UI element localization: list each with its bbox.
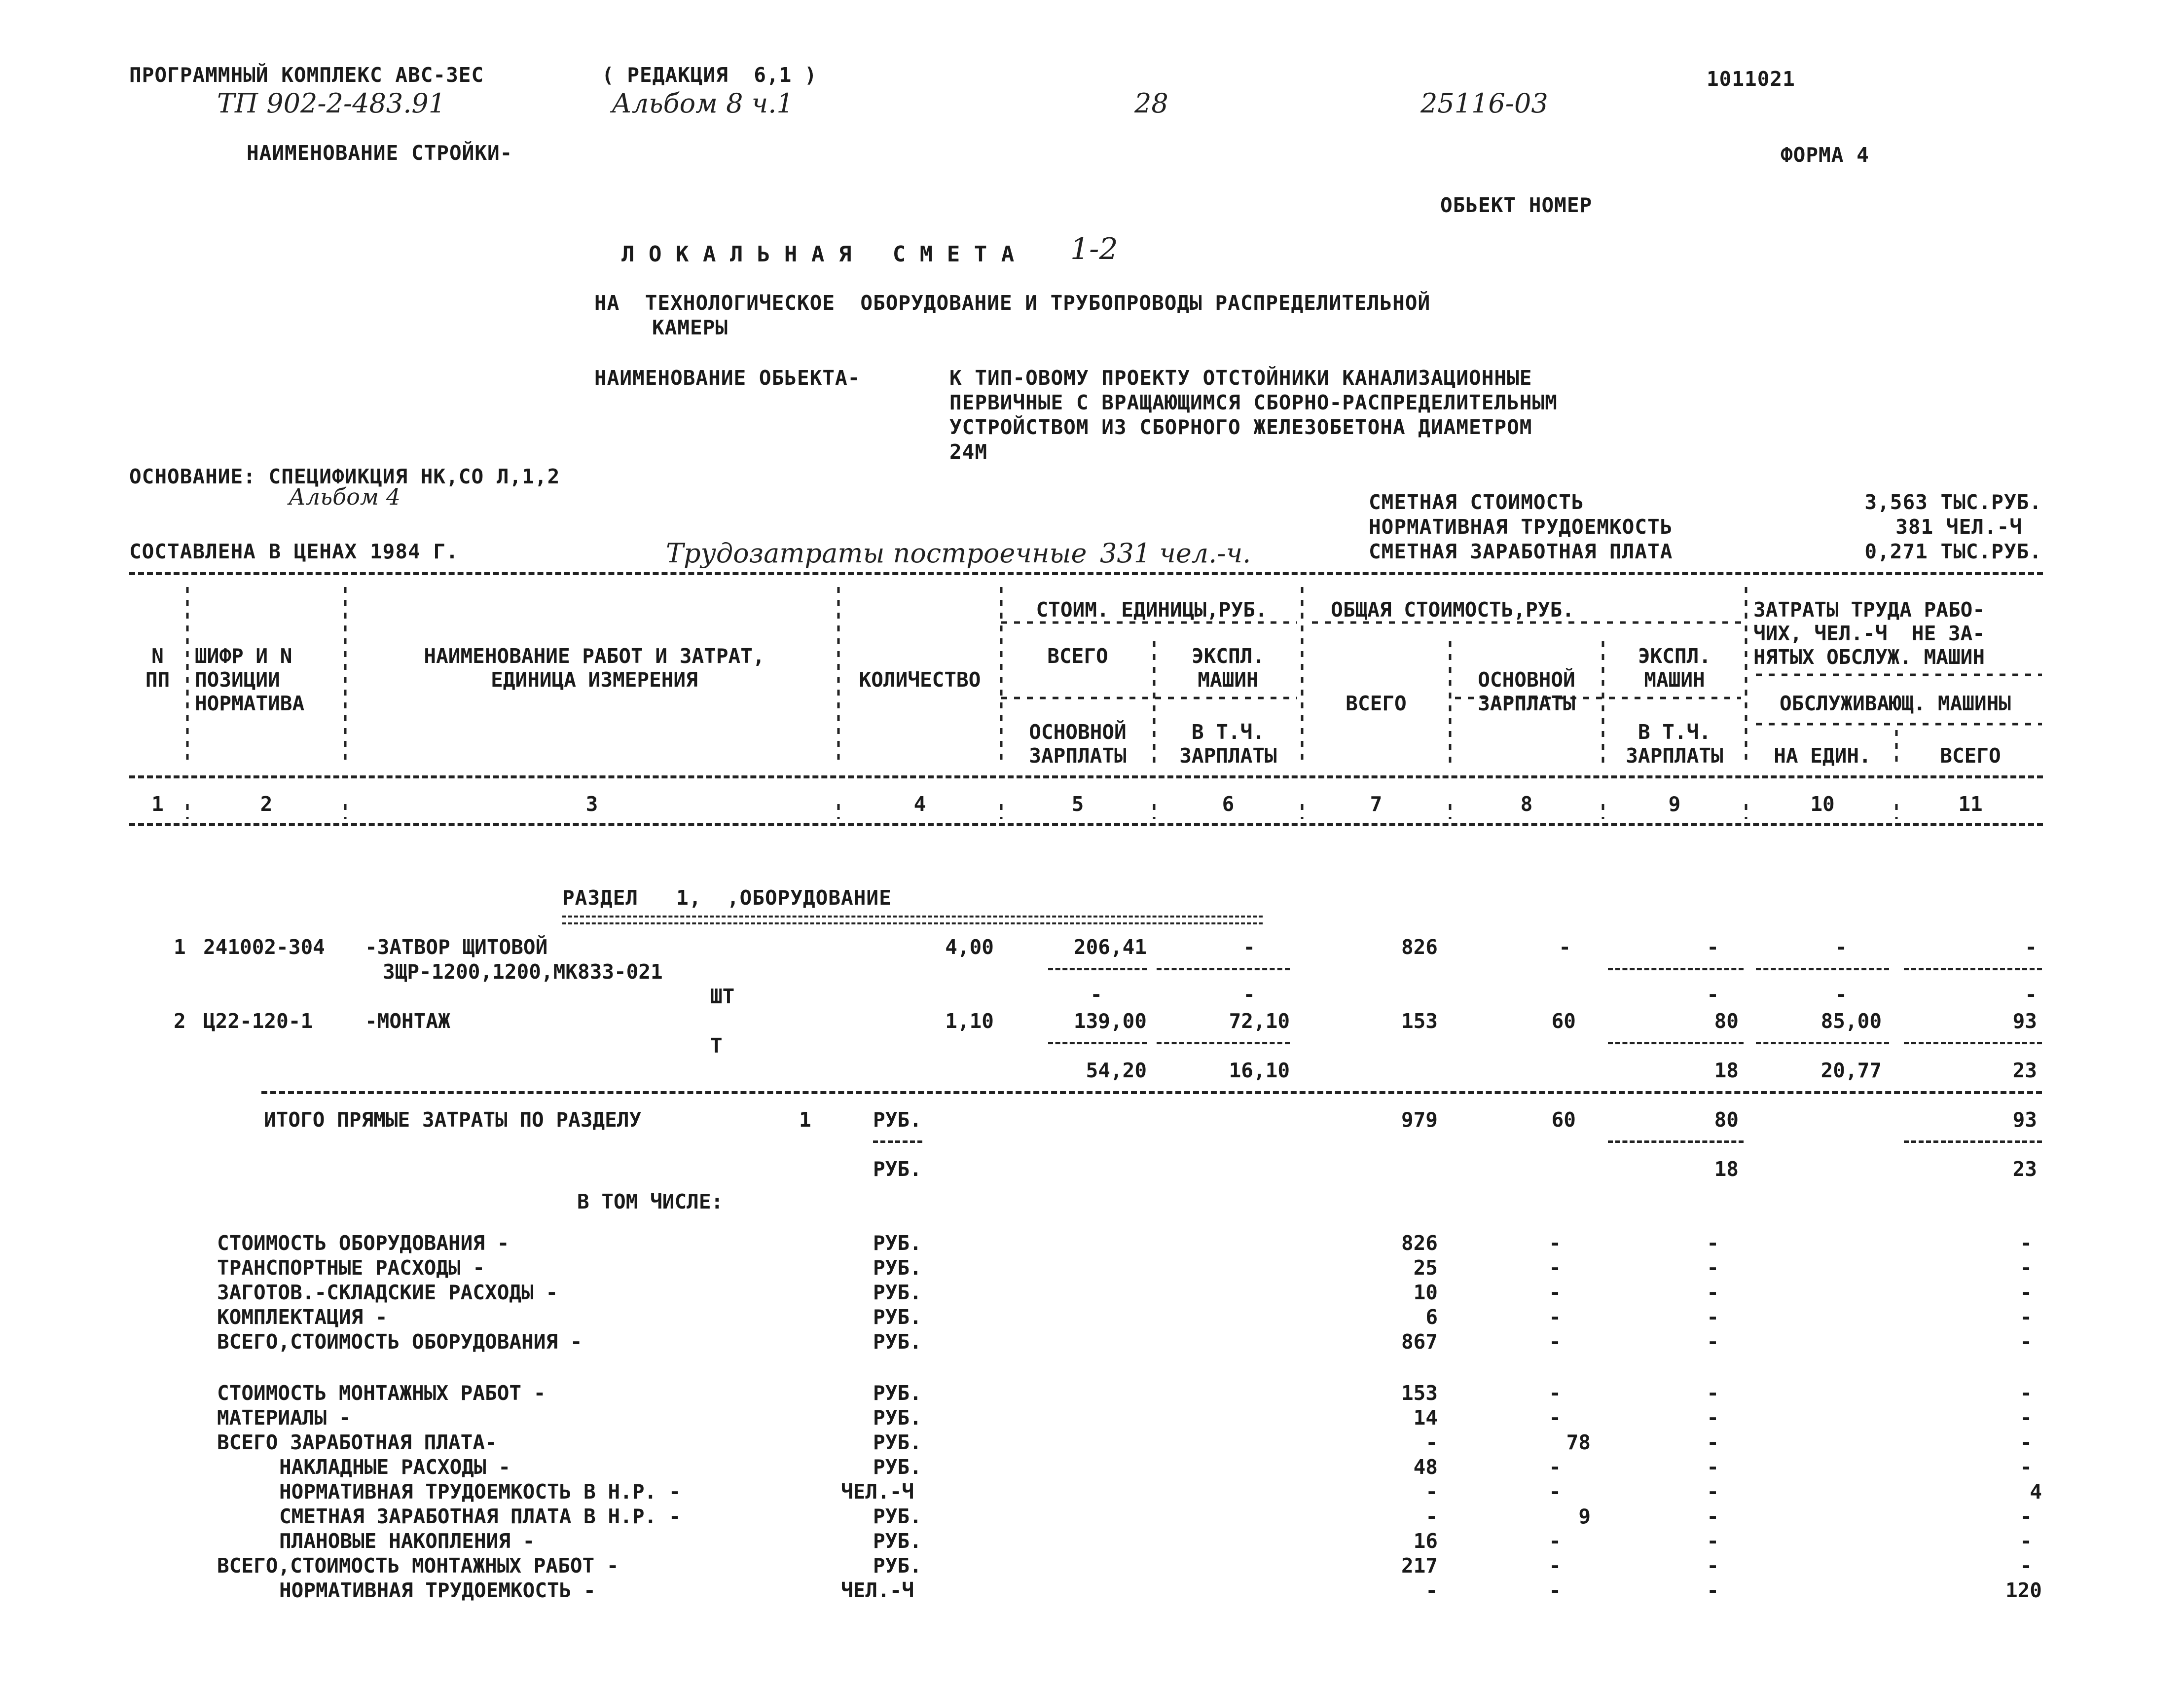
col-header-5a: ВСЕГО [1047, 644, 1108, 668]
breakdown-machines: - [1707, 1480, 1719, 1504]
col-header-9b: В Т.Ч. ЗАРПЛАТЫ [1626, 720, 1723, 768]
breakdown-unit: ЧЕЛ.-Ч [841, 1579, 914, 1602]
basis-label: ОСНОВАНИЕ: СПЕЦИФИКЦИЯ НК,СО Л,1,2 [129, 465, 560, 488]
row2-total: 153 [1401, 1009, 1438, 1033]
breakdown-machines: - [1707, 1529, 1719, 1553]
row2-total-wage: 60 [1551, 1009, 1576, 1033]
including-label: В ТОМ ЧИСЛЕ: [577, 1190, 724, 1213]
handwritten-basis-album: Альбом 4 [289, 483, 400, 510]
col-header-total-cost: ОБЩАЯ СТОИМОСТЬ,РУБ. [1331, 598, 1574, 622]
prices-label: СОСТАВЛЕНА В ЦЕНАХ 1984 Г. [129, 540, 459, 563]
breakdown-total: - [1425, 1431, 1438, 1454]
row2-machine-wage: 18 [1714, 1059, 1739, 1082]
totals-unit-2: РУБ. [873, 1157, 922, 1181]
breakdown-label: СМЕТНАЯ ЗАРАБОТНАЯ ПЛАТА В Н.Р. - [279, 1505, 681, 1528]
breakdown-wage: - [1549, 1455, 1561, 1479]
breakdown-unit: РУБ. [873, 1529, 922, 1553]
breakdown-labor: 120 [2005, 1579, 2042, 1602]
row1-name2: ЗЩР-1200,1200,МК833-021 [383, 960, 663, 984]
col-num-9: 9 [1668, 792, 1681, 816]
program-name: ПРОГРАММНЫЙ КОМПЛЕКС АВС-3ЕС [129, 63, 484, 87]
breakdown-labor: - [2020, 1231, 2032, 1255]
row2-number: 2 [174, 1009, 186, 1033]
object-line2: ПЕРВИЧНЫЕ С ВРАЩАЮЩИМСЯ СБОРНО-РАСПРЕДЕЛИТЕЛЬНЫМ [949, 391, 1558, 414]
row1-machine-wage: - [1707, 983, 1719, 1006]
col-num-6: 6 [1222, 792, 1235, 816]
row2-rule-9 [1608, 1042, 1744, 1044]
col-num-10: 10 [1810, 792, 1835, 816]
col-header-9a: ЭКСПЛ. МАШИН [1638, 644, 1711, 692]
breakdown-total: 48 [1413, 1455, 1438, 1479]
col-num-7: 7 [1370, 792, 1383, 816]
breakdown-labor: - [2020, 1305, 2032, 1329]
breakdown-total: - [1425, 1480, 1438, 1504]
breakdown-wage: - [1549, 1330, 1561, 1354]
row2-name: -МОНТАЖ [365, 1009, 450, 1033]
breakdown-label: СТОИМОСТЬ МОНТАЖНЫХ РАБОТ - [217, 1381, 546, 1405]
col-header-7: ВСЕГО [1346, 692, 1407, 715]
breakdown-total: - [1425, 1579, 1438, 1602]
breakdown-labor: - [2020, 1406, 2032, 1430]
col-header-unit-cost: СТОИМ. ЕДИНИЦЫ,РУБ. [1036, 598, 1268, 622]
breakdown-label: ТРАНСПОРТНЫЕ РАСХОДЫ - [217, 1256, 485, 1280]
breakdown-wage: - [1549, 1305, 1561, 1329]
breakdown-total: 6 [1425, 1305, 1438, 1329]
estimate-title: Л О К А Л Ь Н А Я С М Е Т А [621, 242, 1015, 267]
breakdown-unit: РУБ. [873, 1305, 922, 1329]
row1-rule-10 [1756, 968, 1889, 970]
breakdown-machines: - [1707, 1579, 1719, 1602]
header-rule-bottom [129, 823, 2043, 826]
row2-unit-machines: 72,10 [1229, 1009, 1290, 1033]
row2-quantity: 1,10 [945, 1009, 994, 1033]
breakdown-total: 217 [1401, 1554, 1438, 1578]
breakdown-unit: РУБ. [873, 1256, 922, 1280]
totals-section: 1 [799, 1108, 811, 1132]
breakdown-unit: РУБ. [873, 1231, 922, 1255]
row1-total: 826 [1401, 935, 1438, 959]
handwritten-project: ТП 902-2-483.91 [217, 88, 446, 119]
object-line4: 24М [949, 440, 988, 464]
breakdown-wage: - [1549, 1579, 1561, 1602]
breakdown-unit: РУБ. [873, 1281, 922, 1304]
breakdown-labor: - [2020, 1505, 2032, 1528]
breakdown-label: ЗАГОТОВ.-СКЛАДСКИЕ РАСХОДЫ - [217, 1281, 558, 1304]
breakdown-total: 25 [1413, 1256, 1438, 1280]
wage-label: СМЕТНАЯ ЗАРАБОТНАЯ ПЛАТА [1369, 540, 1673, 563]
breakdown-unit: ЧЕЛ.-Ч [841, 1480, 914, 1504]
breakdown-total: 16 [1413, 1529, 1438, 1553]
breakdown-labor: - [2020, 1455, 2032, 1479]
handwritten-doc-number: 25116-03 [1420, 88, 1548, 119]
breakdown-wage: - [1549, 1281, 1561, 1304]
row1-unit-machines: - [1243, 935, 1255, 959]
totals-unit-1: РУБ. [873, 1108, 922, 1132]
breakdown-machines: - [1707, 1554, 1719, 1578]
object-label: НАИМЕНОВАНИЕ ОБЬЕКТА- [594, 366, 861, 390]
breakdown-label: ВСЕГО ЗАРАБОТНАЯ ПЛАТА- [217, 1431, 497, 1454]
breakdown-machines: - [1707, 1231, 1719, 1255]
object-line3: УСТРОЙСТВОМ ИЗ СБОРНОГО ЖЕЛЕЗОБЕТОНА ДИАМЕТРОМ [949, 415, 1532, 439]
breakdown-label: НОРМАТИВНАЯ ТРУДОЕМКОСТЬ В Н.Р. - [279, 1480, 681, 1504]
col-num-8: 8 [1520, 792, 1533, 816]
row2-labor-machines-total: 23 [2012, 1059, 2037, 1082]
totals-rule-11 [1904, 1140, 2042, 1143]
labor-value: 381 ЧЕЛ.-Ч [1895, 515, 2022, 539]
wage-value: 0,271 ТЫС.РУБ. [1864, 540, 2042, 563]
breakdown-machines: - [1707, 1505, 1719, 1528]
col-header-number: N ПП [145, 644, 170, 692]
col-num-1: 1 [151, 792, 164, 816]
breakdown-label: МАТЕРИАЛЫ - [217, 1406, 351, 1430]
row2-unit-machine-wage: 16,10 [1229, 1059, 1290, 1082]
handwritten-labor-value: 331 чел.-ч. [1100, 538, 1251, 569]
row1-quantity: 4,00 [945, 935, 994, 959]
breakdown-machines: - [1707, 1431, 1719, 1454]
breakdown-total: 14 [1413, 1406, 1438, 1430]
col-header-labor: ЗАТРАТЫ ТРУДА РАБО- ЧИХ, ЧЕЛ.-Ч НЕ ЗА- НЯТЫХ ОБСЛУЖ. МАШИН [1753, 598, 1985, 669]
row2-rule-6 [1157, 1042, 1290, 1044]
row1-labor-machines-total: - [2025, 983, 2037, 1006]
handwritten-album: Альбом 8 ч.1 [612, 88, 794, 119]
labor-label: НОРМАТИВНАЯ ТРУДОЕМКОСТЬ [1369, 515, 1673, 539]
totals-label: ИТОГО ПРЯМЫЕ ЗАТРАТЫ ПО РАЗДЕЛУ [264, 1108, 642, 1132]
row1-code: 241002-304 [203, 935, 325, 959]
row2-rule-5 [1048, 1042, 1147, 1044]
col-header-code: ШИФР И N ПОЗИЦИИ НОРМАТИВА [195, 644, 305, 715]
breakdown-machines: - [1707, 1455, 1719, 1479]
breakdown-machines: - [1707, 1305, 1719, 1329]
breakdown-total: 867 [1401, 1330, 1438, 1354]
col-header-5b: ОСНОВНОЙ ЗАРПЛАТЫ [1029, 720, 1127, 768]
row2-total-machines: 80 [1714, 1009, 1739, 1033]
row1-unit-machine-wage: - [1243, 983, 1255, 1006]
row1-labor-machines-unit: - [1835, 983, 1847, 1006]
row1-unit-wage: - [1090, 983, 1102, 1006]
totals-machines: 80 [1714, 1108, 1739, 1132]
header-rule-mid [129, 775, 2043, 778]
breakdown-machines: - [1707, 1256, 1719, 1280]
section-title: РАЗДЕЛ 1, ,ОБОРУДОВАНИЕ [562, 886, 892, 910]
handwritten-page: 28 [1134, 88, 1168, 119]
row1-rule-6 [1157, 968, 1290, 970]
row1-unit-total: 206,41 [1073, 935, 1147, 959]
breakdown-labor: 4 [2030, 1480, 2042, 1504]
construction-label: НАИМЕНОВАНИЕ СТРОЙКИ- [247, 141, 513, 165]
col-num-5: 5 [1071, 792, 1084, 816]
breakdown-label: ПЛАНОВЫЕ НАКОПЛЕНИЯ - [279, 1529, 535, 1553]
breakdown-label: НАКЛАДНЫЕ РАСХОДЫ - [279, 1455, 510, 1479]
cost-value: 3,563 ТЫС.РУБ. [1864, 490, 2042, 514]
breakdown-labor: - [2020, 1554, 2032, 1578]
breakdown-wage: - [1549, 1256, 1561, 1280]
col-header-10: НА ЕДИН. [1774, 744, 1871, 768]
row1-number: 1 [174, 935, 186, 959]
totals-unit-rule [873, 1140, 922, 1143]
totals-total: 979 [1401, 1108, 1438, 1132]
breakdown-wage: - [1549, 1480, 1561, 1504]
col-header-8: ОСНОВНОЙ ЗАРПЛАТЫ [1478, 668, 1575, 715]
row2-rule-10 [1756, 1042, 1889, 1044]
breakdown-label: ВСЕГО,СТОИМОСТЬ МОНТАЖНЫХ РАБОТ - [217, 1554, 619, 1578]
row1-unit: ШТ [710, 985, 735, 1008]
row1-rule-5 [1048, 968, 1147, 970]
breakdown-label: СТОИМОСТЬ ОБОРУДОВАНИЯ - [217, 1231, 510, 1255]
breakdown-labor: - [2020, 1431, 2032, 1454]
col-header-6a: ЭКСПЛ. МАШИН [1191, 644, 1265, 692]
row2-unit-total: 139,00 [1073, 1009, 1147, 1033]
breakdown-labor: - [2020, 1256, 2032, 1280]
col-header-6b: В Т.Ч. ЗАРПЛАТЫ [1179, 720, 1277, 768]
breakdown-unit: РУБ. [873, 1406, 922, 1430]
edition: ( РЕДАКЦИЯ 6,1 ) [602, 63, 817, 87]
row2-rule-11 [1904, 1042, 2042, 1044]
row2-unit-wage: 54,20 [1086, 1059, 1147, 1082]
row1-total-wage: - [1559, 935, 1571, 959]
object-line1: К ТИП-ОВОМУ ПРОЕКТУ ОТСТОЙНИКИ КАНАЛИЗАЦИОННЫЕ [949, 366, 1532, 390]
form-number: ФОРМА 4 [1781, 143, 1869, 167]
row1-name: -ЗАТВОР ЩИТОВОЙ [365, 935, 548, 959]
row1-labor-unit: - [1835, 935, 1847, 959]
breakdown-label: КОМПЛЕКТАЦИЯ - [217, 1305, 388, 1329]
breakdown-labor: - [2020, 1381, 2032, 1405]
handwritten-estimate-number: 1-2 [1070, 232, 1118, 266]
breakdown-unit: РУБ. [873, 1505, 922, 1528]
breakdown-unit: РУБ. [873, 1381, 922, 1405]
totals-machine-wage: 18 [1714, 1157, 1739, 1181]
breakdown-label: ВСЕГО,СТОИМОСТЬ ОБОРУДОВАНИЯ - [217, 1330, 582, 1354]
breakdown-unit: РУБ. [873, 1554, 922, 1578]
breakdown-labor: - [2020, 1529, 2032, 1553]
breakdown-wage: - [1549, 1406, 1561, 1430]
breakdown-unit: РУБ. [873, 1455, 922, 1479]
document-code: 1011021 [1707, 67, 1795, 91]
row1-labor-total: - [2025, 935, 2037, 959]
breakdown-label: НОРМАТИВНАЯ ТРУДОЕМКОСТЬ - [279, 1579, 596, 1602]
breakdown-wage: - [1549, 1529, 1561, 1553]
breakdown-unit: РУБ. [873, 1330, 922, 1354]
totals-rule-9 [1608, 1140, 1744, 1143]
breakdown-machines: - [1707, 1406, 1719, 1430]
section-rule [261, 1091, 2042, 1094]
row1-rule-9 [1608, 968, 1744, 970]
row1-rule-11 [1904, 968, 2042, 970]
row1-total-machines: - [1707, 935, 1719, 959]
col-header-quantity: КОЛИЧЕСТВО [859, 668, 981, 692]
totals-labor-machines: 23 [2012, 1157, 2037, 1181]
breakdown-total: 153 [1401, 1381, 1438, 1405]
col-num-3: 3 [585, 792, 598, 816]
breakdown-total: 826 [1401, 1231, 1438, 1255]
breakdown-wage: - [1549, 1554, 1561, 1578]
breakdown-total: - [1425, 1505, 1438, 1528]
row2-labor-machines-unit: 20,77 [1820, 1059, 1882, 1082]
breakdown-wage: 78 [1566, 1431, 1591, 1454]
object-number: ОБЬЕКТ НОМЕР [1440, 193, 1593, 217]
estimate-subject-line1: НА ТЕХНОЛОГИЧЕСКОЕ ОБОРУДОВАНИЕ И ТРУБОПРОВОДЫ РАСПРЕДЕЛИТЕЛЬНОЙ [594, 291, 1431, 315]
col-header-labor-machines: ОБСЛУЖИВАЮЩ. МАШИНЫ [1780, 692, 2011, 715]
breakdown-unit: РУБ. [873, 1431, 922, 1454]
estimate-subject-line2: КАМЕРЫ [652, 316, 728, 339]
handwritten-labor-label: Трудозатраты построечные [666, 538, 1087, 569]
totals-labor: 93 [2012, 1108, 2037, 1132]
row2-unit: Т [710, 1034, 723, 1058]
breakdown-machines: - [1707, 1330, 1719, 1354]
row2-code: Ц22-120-1 [203, 1009, 313, 1033]
section-underline [562, 916, 1263, 924]
col-num-4: 4 [913, 792, 926, 816]
col-num-11: 11 [1958, 792, 1983, 816]
cost-label: СМЕТНАЯ СТОИМОСТЬ [1369, 490, 1584, 514]
col-num-2: 2 [260, 792, 273, 816]
breakdown-wage: 9 [1578, 1505, 1591, 1528]
breakdown-wage: - [1549, 1381, 1561, 1405]
col-header-11: ВСЕГО [1940, 744, 2001, 768]
col-header-name: НАИМЕНОВАНИЕ РАБОТ И ЗАТРАТ, ЕДИНИЦА ИЗМЕРЕНИЯ [424, 644, 765, 692]
breakdown-wage: - [1549, 1231, 1561, 1255]
totals-wage: 60 [1551, 1108, 1576, 1132]
row2-labor-total: 93 [2012, 1009, 2037, 1033]
breakdown-machines: - [1707, 1381, 1719, 1405]
breakdown-labor: - [2020, 1281, 2032, 1304]
breakdown-total: 10 [1413, 1281, 1438, 1304]
breakdown-machines: - [1707, 1281, 1719, 1304]
breakdown-labor: - [2020, 1330, 2032, 1354]
row2-labor-unit: 85,00 [1820, 1009, 1882, 1033]
